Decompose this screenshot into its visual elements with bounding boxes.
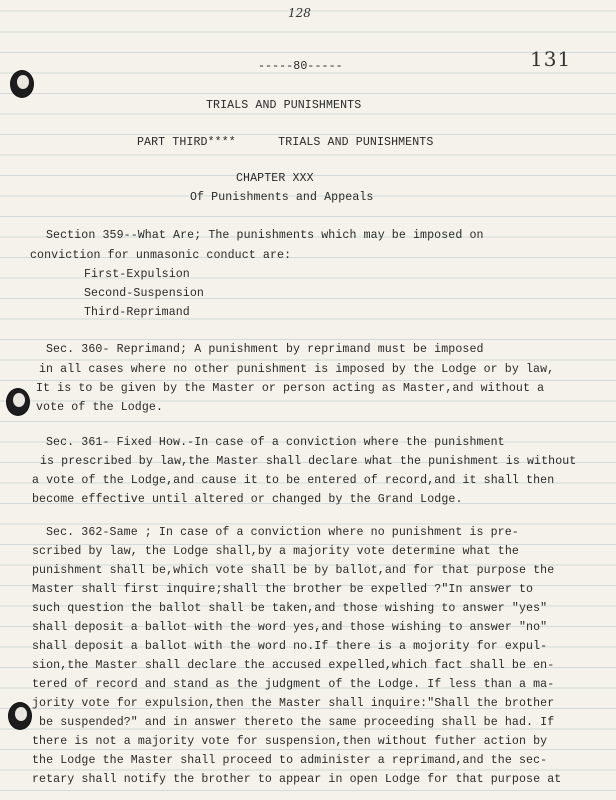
s360-line-3: It is to be given by the Master or person acting as Master,and without a [36, 382, 545, 395]
s362-line-6: shall deposit a ballot with the word yes,and those wishing to answer "no" [32, 621, 548, 634]
s362-line-5: such question the ballot shall be taken,and those wishing to answer "yes" [32, 602, 548, 615]
s361-line-3: a vote of the Lodge,and cause it to be entered of record,and it shall then [32, 474, 555, 487]
running-title: TRIALS AND PUNISHMENTS [206, 99, 362, 112]
page-marker: -----80----- [258, 60, 343, 73]
s362-line-10: jority vote for expulsion,then the Master shall inquire:"Shall the brother [32, 697, 555, 710]
s362-line-7: shall deposit a ballot with the word no.If there is a mojority for expul- [32, 640, 548, 653]
s362-line-11: be suspended?" and in answer thereto the same proceeding shall be had. If [32, 716, 555, 729]
s362-line-12: there is not a majority vote for suspension,then without futher action by [32, 735, 548, 748]
s361-line-2: is prescribed by law,the Master shall declare what the punishment is without [40, 455, 577, 468]
s359-item-1: First-Expulsion [84, 268, 190, 281]
chapter-heading: CHAPTER XXX [236, 172, 314, 185]
handwritten-page-number: 128 [288, 6, 311, 20]
s359-line-1: Section 359--What Are; The punishments which may be imposed on [46, 229, 484, 242]
s362-line-1: Sec. 362-Same ; In case of a conviction where no punishment is pre- [46, 526, 519, 539]
s361-line-1: Sec. 361- Fixed How.-In case of a conviction where the punishment [46, 436, 505, 449]
punch-hole-middle [6, 388, 30, 416]
punch-hole-top [10, 70, 34, 98]
s359-item-2: Second-Suspension [84, 287, 204, 300]
punch-hole-bottom [8, 702, 32, 730]
stamped-page-number: 131 [530, 47, 572, 71]
chapter-subtitle: Of Punishments and Appeals [190, 191, 374, 204]
s362-line-13: the Lodge the Master shall proceed to administer a reprimand,and the sec- [32, 754, 548, 767]
s362-line-4: Master shall first inquire;shall the brother be expelled ?"In answer to [32, 583, 534, 596]
part-heading: PART THIRD**** TRIALS AND PUNISHMENTS [137, 136, 434, 149]
s362-line-8: sion,the Master shall declare the accused expelled,which fact shall be en- [32, 659, 555, 672]
s360-line-4: vote of the Lodge. [36, 401, 164, 414]
s362-line-3: punishment shall be,which vote shall be by ballot,and for that purpose the [32, 564, 555, 577]
s362-line-2: scribed by law, the Lodge shall,by a majority vote determine what the [32, 545, 519, 558]
s360-line-1: Sec. 360- Reprimand; A punishment by reprimand must be imposed [46, 343, 484, 356]
s359-item-3: Third-Reprimand [84, 306, 190, 319]
s361-line-4: become effective until altered or changed by the Grand Lodge. [32, 493, 463, 506]
s359-line-2: conviction for unmasonic conduct are: [30, 249, 292, 262]
s362-line-14: retary shall notify the brother to appear in open Lodge for that purpose at [32, 773, 562, 786]
s362-line-9: tered of record and stand as the judgment of the Lodge. If less than a ma- [32, 678, 555, 691]
s360-line-2: in all cases where no other punishment is imposed by the Lodge or by law, [39, 363, 555, 376]
